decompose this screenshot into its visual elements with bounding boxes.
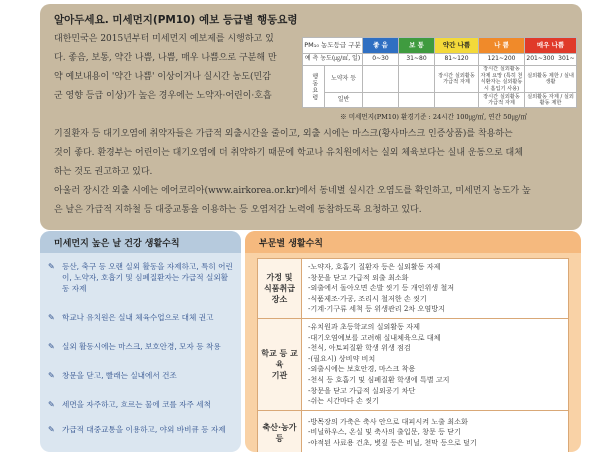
body-text [54,125,574,220]
action-line: -식품제조·가공, 조리시 철저한 손 씻기 [308,293,427,303]
range-value: 201~300 [526,55,555,63]
pm10-grade-table [302,37,577,108]
sector-name-line: 식품취급 [264,283,295,293]
action-line: -유치원과 초등학교의 실외활동 자제 [308,321,420,331]
grade-normal: 보 통 [399,38,435,54]
health-rules-title: 미세먼지 높은 날 건강 생활수칙 [40,231,241,253]
intro-line: 대한민국은 2015년부터 미세먼지 예보제를 시행하고 있 [54,34,274,44]
list-item [48,261,233,294]
body-line: 것이 좋다. 환경부는 어린이는 대기오염에 더 취약하기 때문에 학교나 유치원에서는 실외 체육보다는 실내 운동으로 대체 [54,148,523,158]
sector-name-line: 학교 등 교육 [261,348,298,369]
action-line: -천식 등 호흡기 및 심폐질환 학생에 특별 고지 [308,374,450,384]
range-value-split [525,54,577,66]
standard-note: ※ 미세먼지(PM10) 환경기준 : 24시간 100㎍/㎥, 연간 50㎍/㎥ [340,113,527,121]
general-action [435,93,479,108]
sensitive-action: 장시간 실외활동 가급적 자제 [435,66,479,93]
action-line: -대기오염예보를 고려해 실내체육으로 대체 [308,332,441,342]
list-item [48,424,233,435]
action-line: -천식, 아토피질환 학생 위생 점검 [308,343,411,353]
sector-name-line: 가정 및 [266,272,293,282]
pen-icon: ✎ [48,342,55,351]
sector-name-line: 축산·농가 등 [262,422,297,443]
action-line: -(필요시) 상비약 비치 [308,353,376,363]
body-line: 기질환자 등 대기오염에 취약자들은 가급적 외출시간을 줄이고, 외출 시에는 마스크(황사마스크 인증상품)를 착용하는 [54,129,513,139]
list-item-text: 학교나 유치원은 실내 체육수업으로 대체 권고 [62,313,214,322]
health-rules-panel [40,231,241,452]
range-label: 예 측 농도(㎍/㎥, 일) [303,54,363,66]
health-rules-list [40,253,241,435]
sector-actions [302,259,569,319]
general-action: 실외활동 자제 [527,93,559,100]
action-line: -창문을 닫고 가급적 외출 최소화 [308,272,409,282]
pen-icon: ✎ [48,313,55,322]
grade-bad: 나 쁨 [479,38,525,54]
action-line: -노약자, 호흡기 질환자 등은 실외활동 자제 [308,262,441,271]
panel-title: 알아두세요. 미세먼지(PM10) 예보 등급별 행동요령 [54,14,298,26]
list-item-text: 등산, 축구 등 오랜 실외 활동을 자제하고, 특히 어린이, 노약자, 호흡기 및 심폐질환자는 가급적 실외활동 자제 [62,262,233,293]
action-line: -쉬는 시간마다 손 씻기 [308,396,379,406]
intro-line: 약 예보내용이 '약간 나쁨' 이상이거나 실시간 농도(민감 [54,72,271,82]
sensitive-action: 실내 생활 [545,72,574,85]
action-line: -외출시에는 보호안경, 마스크 착용 [308,364,416,374]
sensitive-action: 장시간 실외활동 자제 요망 (특히 천식환자는 실외활동 시 흡입기 사용) [480,66,523,92]
body-line: 아울러 장시간 외출 시에는 에어코리아(www.airkorea.or.kr)에서 동네별 실시간 오염도를 확인하고, 미세먼지 농도가 높 [54,186,531,196]
intro-line: 다. 좋음, 보통, 약간 나쁨, 나쁨, 매우 나쁨으로 구분해 만 [54,53,277,63]
grade-very-bad: 매우 나쁨 [525,38,577,54]
action-line: -비닐하우스, 온실 및 축사의 출입문, 창문 등 닫기 [308,427,461,437]
list-item [48,312,233,323]
range-value: 301~ [558,55,575,63]
action-line: -야적된 사료용 건초, 볏짚 등은 비닐, 천막 등으로 덮기 [308,438,477,448]
grade-good: 좋 음 [363,38,399,54]
general-action: 실외활동 제한 [539,93,574,106]
grade-slightly-bad: 약간 나쁨 [435,38,479,54]
sensitive-action-split: 실외활동 제한 / 실내 생활 [525,66,577,93]
list-item [48,341,233,352]
grade-header-label: PM₁₀ 농도등급 구분 [303,38,363,54]
sector-name-school [258,318,302,410]
action-line: -기계·기구류 세척 등 위생관리 2차 오염방지 [308,304,445,314]
sector-name-farm [258,410,302,452]
general-action [399,93,435,108]
pen-icon: ✎ [48,262,55,271]
list-item-text: 가급적 대중교통을 이용하고, 야외 바비큐 등 자제 [62,425,226,434]
sector-name-line: 기관 [271,370,288,380]
action-group-label: 행동요령 [303,66,325,108]
body-line: 은 날은 가급적 지하철 등 대중교통을 이용하는 등 오염저감 노력에 동참하도록 요청하고 있다. [54,205,422,215]
pen-icon: ✎ [48,371,55,380]
intro-text [54,30,294,106]
pen-icon: ✎ [48,425,55,434]
list-item-text: 실외 활동시에는 마스크, 보호안경, 모자 등 착용 [62,342,221,351]
sector-rules-panel [245,231,581,452]
list-item-text: 세면을 자주하고, 흐르는 물에 코를 자주 세척 [62,400,211,409]
general-action: 장시간 실외활동 가급적 자제 [479,93,525,108]
action-line: -외출에서 돌아오면 손발 씻기 등 개인위생 철저 [308,283,455,293]
list-item-text: 창문을 닫고, 빨래는 실내에서 건조 [62,371,177,380]
general-group-label: 일반 [325,93,363,108]
sector-rules-title: 부문별 생활수칙 [245,231,581,253]
general-action [363,93,399,108]
sensitive-action: 실외활동 제한 [527,72,559,79]
pen-icon: ✎ [48,400,55,409]
action-line: -방목장의 가축은 축사 안으로 대피시켜 노출 최소화 [308,416,468,426]
sector-rules-table [257,258,569,452]
table-row [258,318,569,410]
list-item [48,370,233,381]
range-value: 31~80 [399,54,435,66]
list-item [48,399,233,410]
pm10-info-panel [40,4,582,230]
sector-actions [302,318,569,410]
general-action-split: 실외활동 자제 / 실외활동 제한 [525,93,577,108]
sector-actions [302,410,569,452]
table-row [258,410,569,452]
body-line: 하는 것도 권고하고 있다. [54,167,153,177]
sector-name-home [258,259,302,319]
range-value: 121~200 [479,54,525,66]
action-line: -창문을 닫고 가급적 실외공기 차단 [308,385,416,395]
sensitive-action [363,66,399,93]
range-value: 81~120 [435,54,479,66]
range-value: 0~30 [363,54,399,66]
table-row [258,259,569,319]
sensitive-action [399,66,435,93]
sector-name-line: 장소 [271,294,288,304]
sensitive-group-label: 노약자 등 [325,66,363,93]
intro-line: 군 영향 등급 이상)가 높은 경우에는 노약자·어린이·호흡 [54,91,272,101]
